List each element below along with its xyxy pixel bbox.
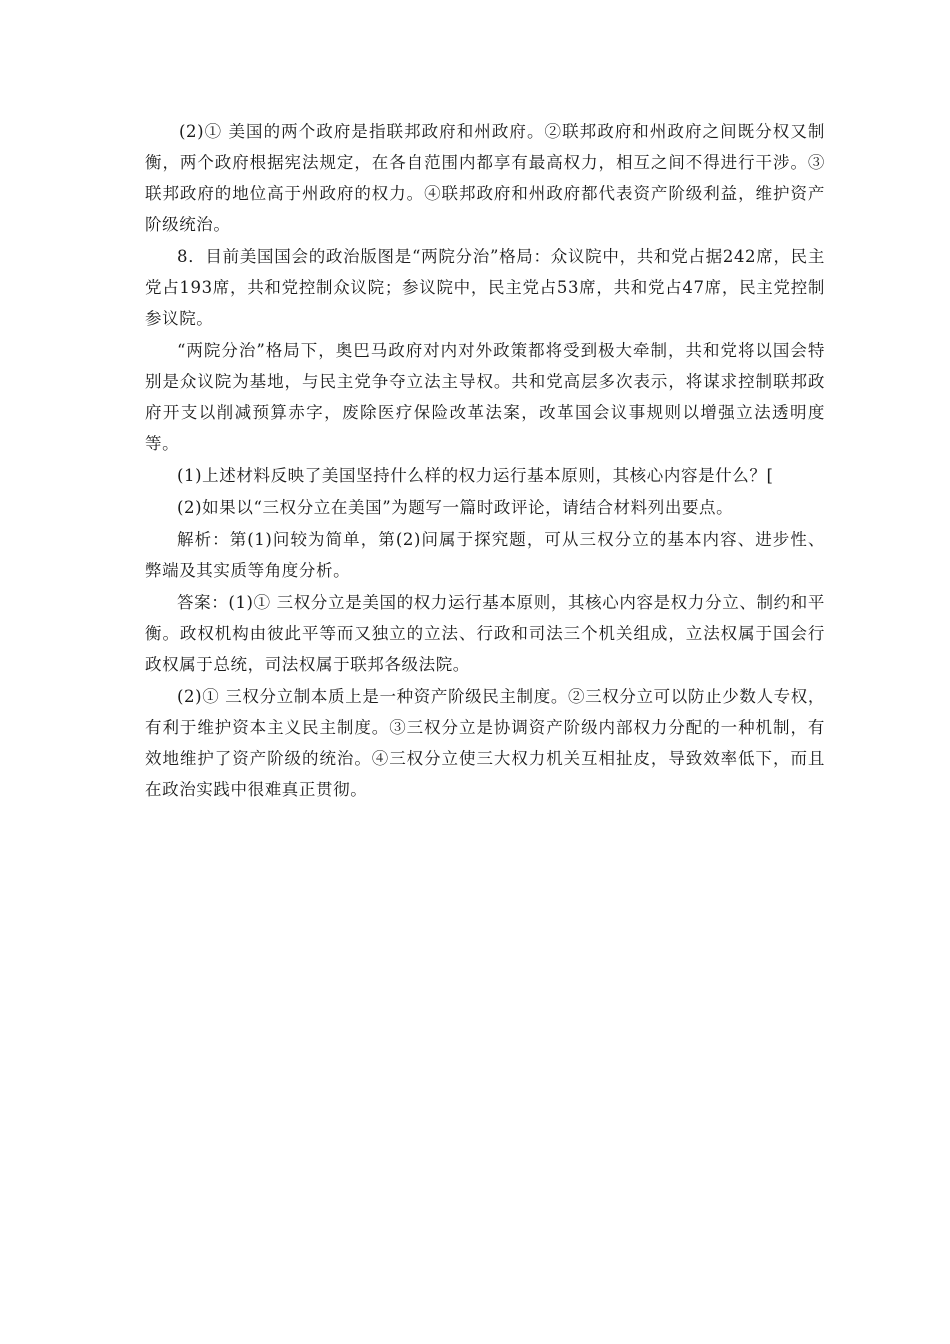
question-8-material-continued: “两院分治”格局下，奥巴马政府对内对外政策都将受到极大牵制，共和党将以国会特别是众议院为基地，与民主党争夺立法主导权。共和党高层多次表示，将谋求控制联邦政府开支以削减预算赤字，废除医疗保险改革法案，改革国会议事规则以增强立法透明度等。 [145, 341, 825, 453]
answer-part-2: (2)① 三权分立制本质上是一种资产阶级民主制度。②三权分立可以防止少数人专权，有利于维护资本主义民主制度。③三权分立是协调资产阶级内部权力分配的一种机制，有效地维护了资产阶级的统治。④三权分立使三大权力机关互相扯皮，导致效率低下，而且在政治实践中很难真正贯彻。 [145, 687, 825, 799]
question-8-part-2: (2)如果以“三权分立在美国”为题写一篇时政评论，请结合材料列出要点。 [177, 498, 734, 517]
analysis-paragraph: 解析：第(1)问较为简单，第(2)问属于探究题，可从三权分立的基本内容、进步性、弊端及其实质等角度分析。 [145, 530, 825, 580]
question-8-part-1: (1)上述材料反映了美国坚持什么样的权力运行基本原则，其核心内容是什么？[ [177, 466, 774, 485]
question-8-material: 8．目前美国国会的政治版图是“两院分治”格局：众议院中，共和党占据242席，民主党占193席，共和党控制众议院；参议院中，民主党占53席，共和党占47席，民主党控制参议院。 [145, 247, 825, 328]
document-body [145, 116, 825, 806]
answer-part-1: 答案：(1)① 三权分立是美国的权力运行基本原则，其核心内容是权力分立、制约和平衡。政权机构由彼此平等而又独立的立法、行政和司法三个机关组成，立法权属于国会行政权属于总统，司法权属于联邦各级法院。 [145, 593, 825, 674]
answer-part-2-federal-state: (2)① 美国的两个政府是指联邦政府和州政府。②联邦政府和州政府之间既分权又制衡，两个政府根据宪法规定，在各自范围内都享有最高权力，相互之间不得进行干涉。③联邦政府的地位高于州政府的权力。④联邦政府和州政府都代表资产阶级利益，维护资产阶级统治。 [145, 122, 825, 234]
